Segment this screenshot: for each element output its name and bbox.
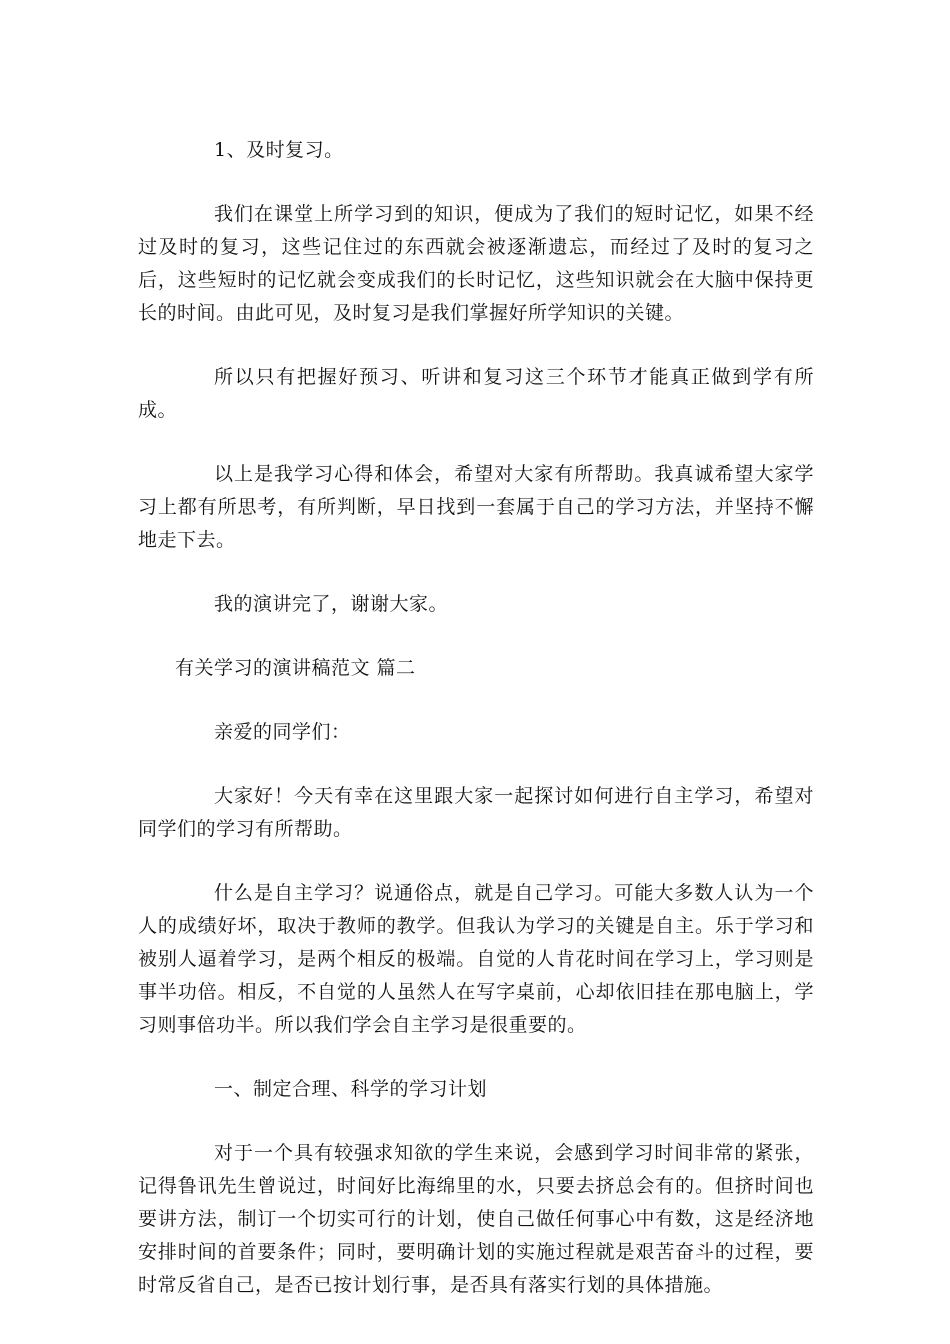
paragraph-plan-heading: 一、制定合理、科学的学习计划 — [214, 1078, 488, 1100]
paragraph-intro: 大家好！今天有幸在这里跟大家一起探讨如何进行自主学习，希望对同学们的学习有所帮助。 — [138, 785, 814, 840]
paragraph-thanks: 我的演讲完了，谢谢大家。 — [214, 593, 449, 615]
paragraph-review-body: 我们在课堂上所学习到的知识，便成为了我们的短时记忆，如果不经过及时的复习，这些记住过的东西就会被逐渐遗忘，而经过了及时的复习之后，这些短时的记忆就会变成我们的长时记忆，这些知识就会在大脑中保持更长的时间。由此可见，及时复习是我们掌握好所学知识的关键。 — [138, 203, 814, 324]
paragraph-self-study-definition: 什么是自主学习？说通俗点，就是自己学习。可能大多数人认为一个人的成绩好坏，取决于教师的教学。但我认为学习的关键是自主。乐于学习和被别人逼着学习，是两个相反的极端。自觉的人肯花时间在学习上，学习则是事半功倍。相反，不自觉的人虽然人在写字桌前，心却依旧挂在那电脑上，学习则事倍功半。所以我们学会自主学习是很重要的。 — [138, 882, 814, 1036]
paragraph-closing-hope: 以上是我学习心得和体会，希望对大家有所帮助。我真诚希望大家学习上都有所思考，有所判断，早日找到一套属于自己的学习方法，并坚持不懈地走下去。 — [138, 463, 814, 551]
section-title: 有关学习的演讲稿范文 篇二 — [175, 657, 416, 679]
paragraph-review-heading: 1、及时复习。 — [214, 139, 344, 161]
paragraph-plan-body: 对于一个具有较强求知欲的学生来说，会感到学习时间非常的紧张，记得鲁讯先生曾说过，时间好比海绵里的水，只要去挤总会有的。但挤时间也要讲方法，制订一个切实可行的计划，使自己做任何事心中有数，这是经济地安排时间的首要条件；同时，要明确计划的实施过程就是艰苦奋斗的过程，要时常反省自己，是否已按计划行事，是否具有落实行划的具体措施。 — [138, 1142, 814, 1296]
paragraph-three-steps: 所以只有把握好预习、听讲和复习这三个环节才能真正做到学有所成。 — [138, 366, 814, 421]
document-body — [138, 134, 814, 1333]
paragraph-greeting: 亲爱的同学们： — [214, 721, 351, 743]
